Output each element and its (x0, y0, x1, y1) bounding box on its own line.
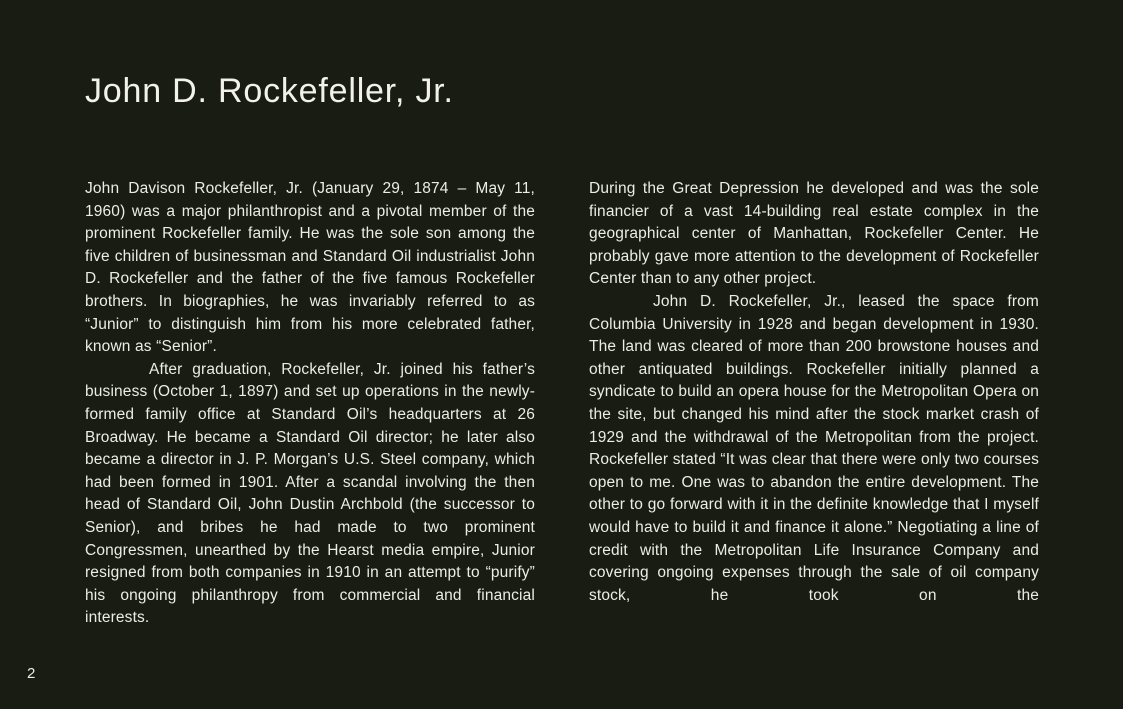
page-number: 2 (27, 665, 36, 682)
paragraph-career: After graduation, Rockefeller, Jr. joined his father’s business (October 1, 1897) and set up operations in the newly-formed family office at Standard Oil’s headquarters at 26 Broadway. He became a Standard Oil director; he later also became a director in J. P. Morgan’s U.S. Steel company, which had been formed in 1901. After a scandal involving the then head of Standard Oil, John Dustin Archbold (the successor to Senior), and bribes he had made to two prominent Congressmen, unearthed by the Hearst media empire, Junior resigned from both companies in 1910 in an attempt to “purify” his ongoing philanthropy from commercial and financial interests. (85, 360, 535, 627)
paragraph-depression: During the Great Depression he developed and was the sole financier of a vast 14-building real estate complex in the geographical center of Manhattan, Rockefeller Center. He probably gave more attention to the development of Rockefeller Center than to any other project. (589, 180, 1039, 288)
text-columns (85, 178, 1039, 630)
paragraph-intro: John Davison Rockefeller, Jr. (January 29, 1874 – May 11, 1960) was a major philanthropist and a pivotal member of the prominent Rockefeller family. He was the sole son among the five children of businessman and Standard Oil industrialist John D. Rockefeller and the father of the five famous Rockefeller brothers. In biographies, he was invariably referred to as “Junior” to distinguish him from his more celebrated father, known as “Senior”. (85, 180, 535, 356)
paragraph-rockefeller-center: John D. Rockefeller, Jr., leased the space from Columbia University in 1928 and began development in 1930. The land was cleared of more than 200 browstone houses and other antiquated buildings. Rockefeller initially planned a syndicate to build an opera house for the Metropolitan Opera on the site, but changed his mind after the stock market crash of 1929 and the withdrawal of the Metropolitan from the project. Rockefeller stated “It was clear that there were only two courses open to me. One was to abandon the entire development. The other to go forward with it in the definite knowledge that I myself would have to build it and finance it alone.” Negotiating a line of credit with the Metropolitan Life Insurance Company and covering ongoing expenses through the sale of oil company stock, he took on the (589, 292, 1039, 604)
page-title: John D. Rockefeller, Jr. (85, 72, 454, 110)
right-column (589, 178, 1039, 630)
left-column (85, 178, 535, 630)
